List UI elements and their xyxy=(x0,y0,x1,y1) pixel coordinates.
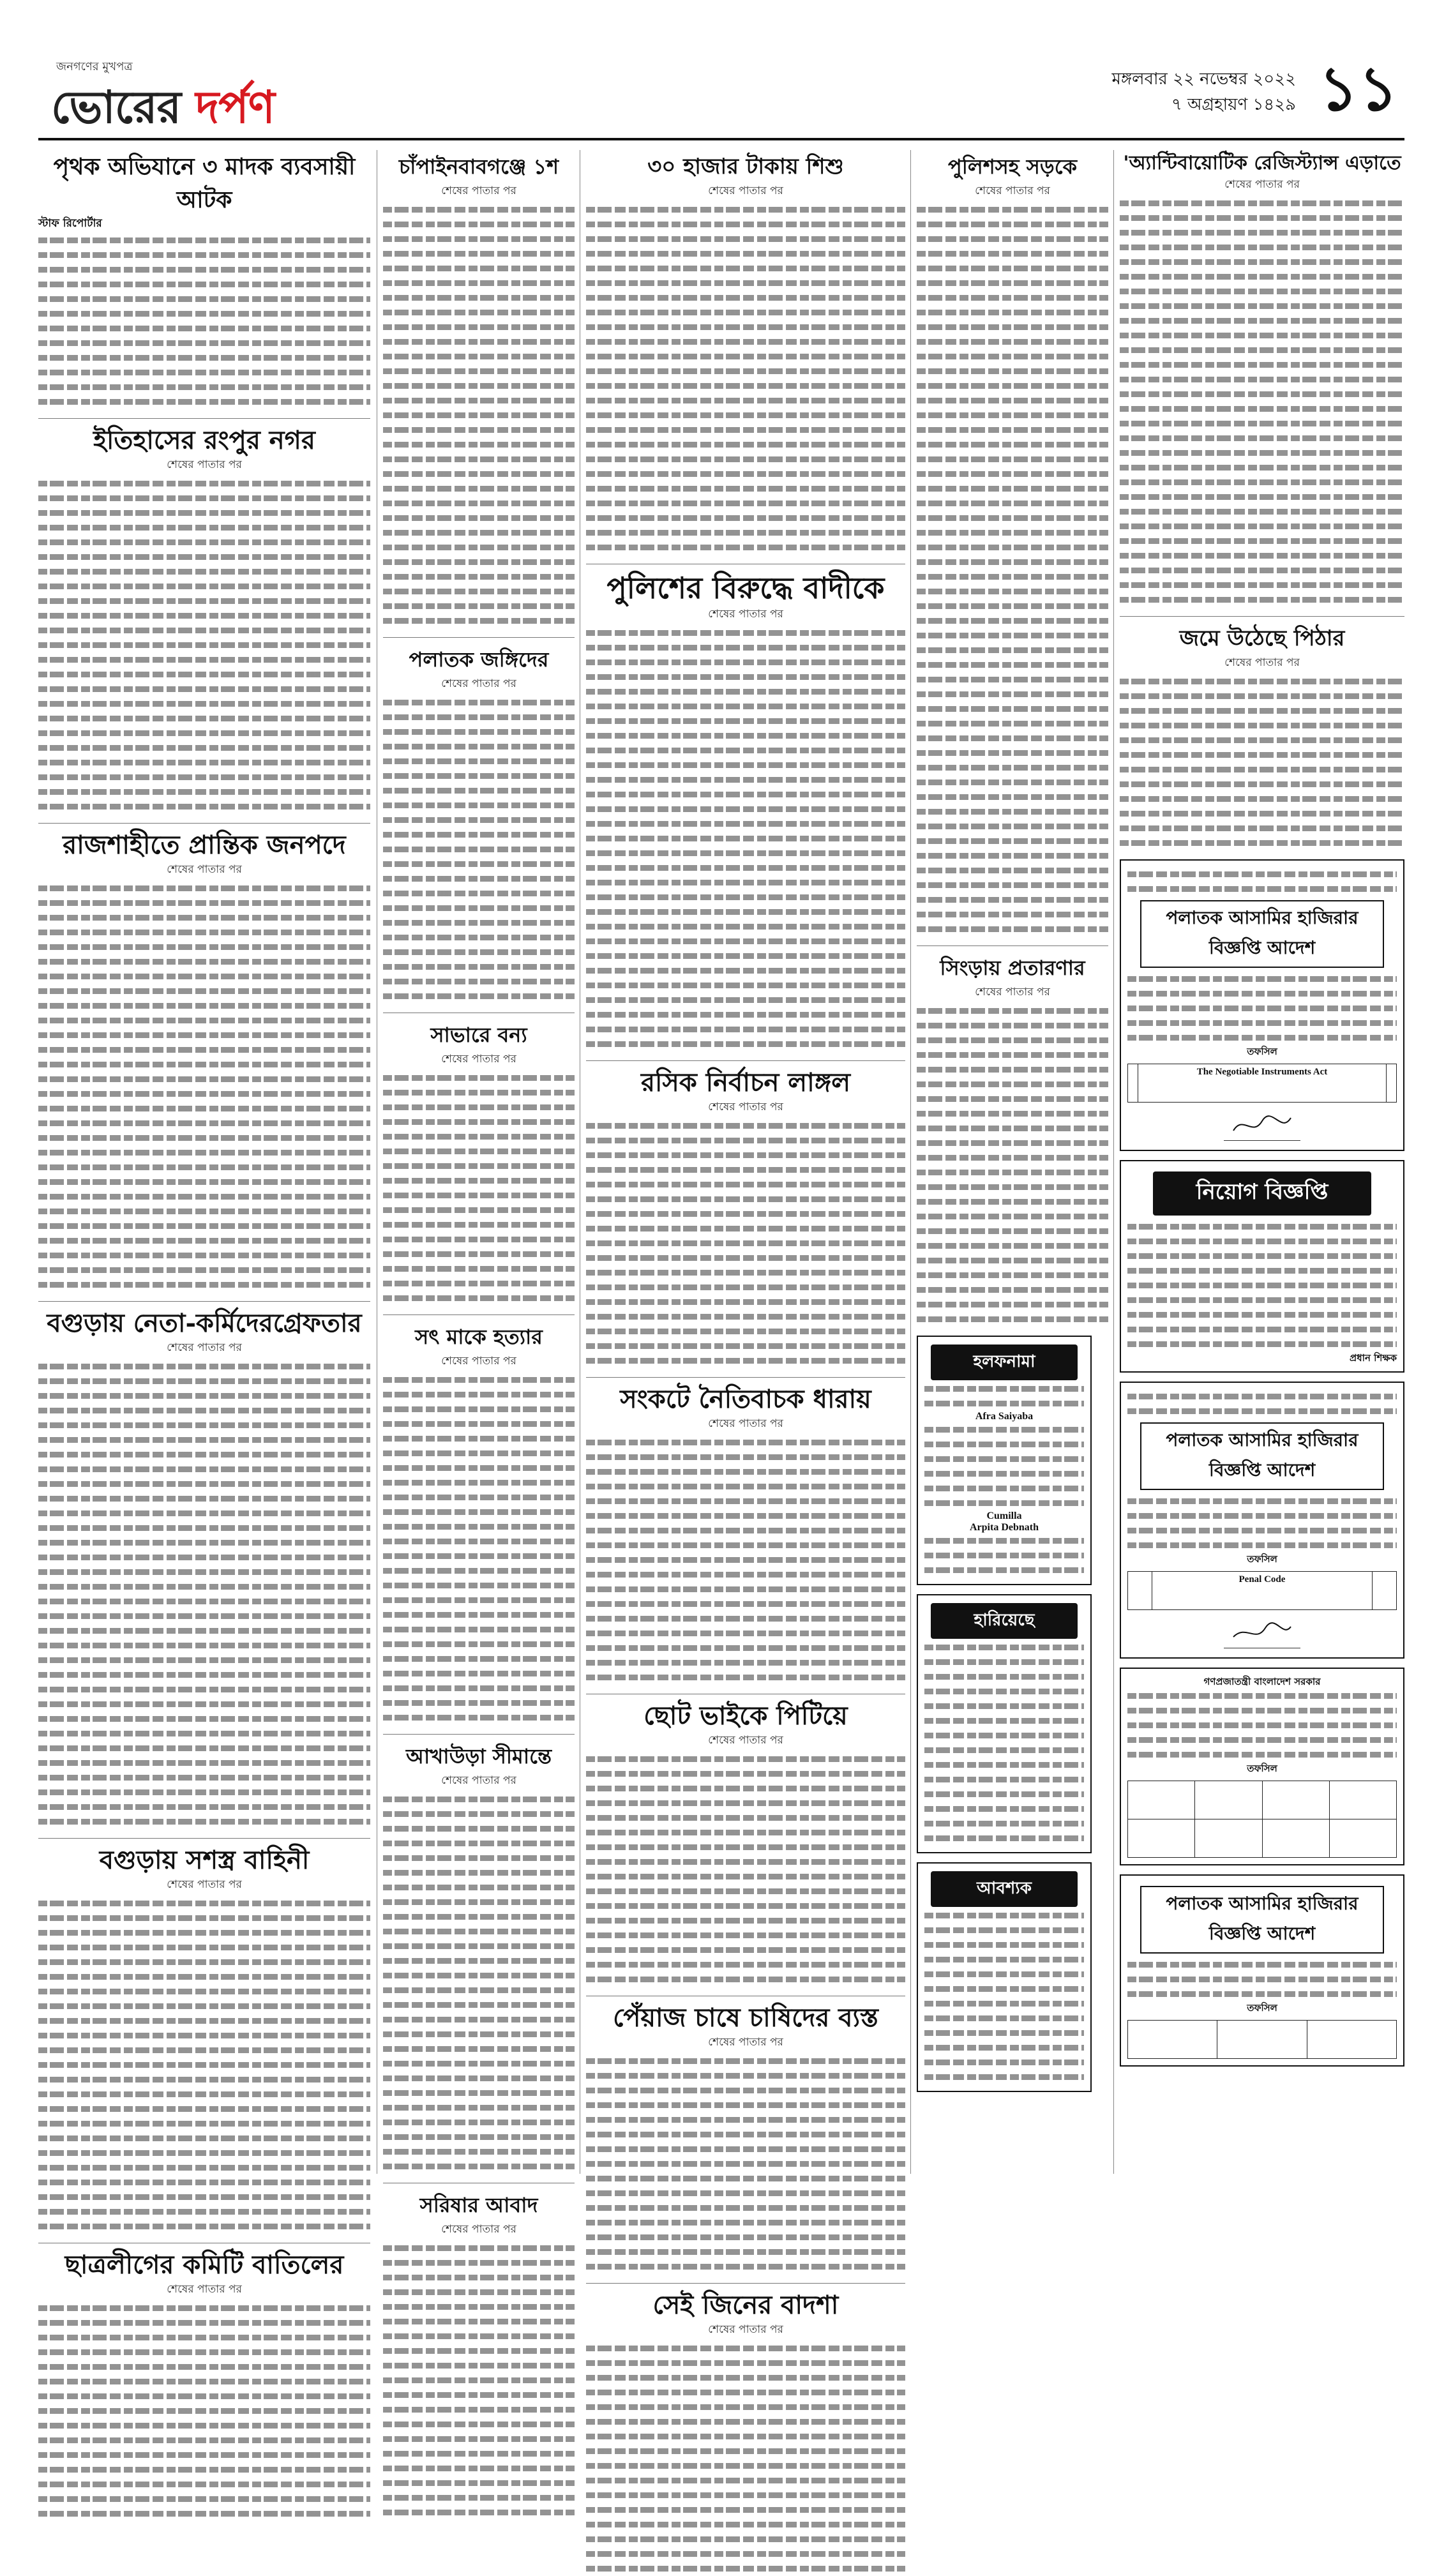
headline: রসিক নির্বাচন লাঙ্গল xyxy=(640,1067,851,1097)
article-body xyxy=(586,1435,905,1685)
notice-government: গণপ্রজাতন্ত্রী বাংলাদেশ সরকার xyxy=(1203,1676,1321,1687)
article-body xyxy=(383,695,575,1004)
headline: ছাত্রলীগের কমিটি বাতিলের xyxy=(64,2250,344,2280)
article xyxy=(383,150,575,628)
article-body xyxy=(38,476,370,814)
continuation-label: শেষের পাতার পর xyxy=(708,2036,783,2049)
continuation-label: শেষের পাতার পর xyxy=(708,1734,783,1747)
article-body xyxy=(38,2301,370,2521)
notice-header xyxy=(1127,867,1397,896)
brand-logo xyxy=(51,57,358,133)
signature-mark xyxy=(1230,1111,1294,1140)
notice-title: পলাতক আসামির হাজিরার বিজ্ঞপ্তি আদেশ xyxy=(1140,900,1384,968)
headline: সরিষার আবাদ xyxy=(419,2193,538,2217)
article-body xyxy=(383,1071,575,1306)
headline: বগুড়ায় নেতা-কর্মিদেরগ্রেফতার xyxy=(47,1308,362,1338)
article-body xyxy=(1120,674,1404,850)
continuation-label: শেষের পাতার পর xyxy=(441,1774,516,1787)
continuation-label: শেষের পাতার পর xyxy=(441,1355,516,1367)
article-body xyxy=(383,2241,575,2520)
schedule-table xyxy=(1127,2020,1397,2059)
continuation-label: শেষের পাতার পর xyxy=(167,458,242,471)
article-body xyxy=(586,626,905,1051)
headline: আখাউড়া সীমান্তে xyxy=(405,1744,552,1768)
notice-body xyxy=(1127,1494,1397,1553)
article-body xyxy=(38,1896,370,2234)
headline: পুলিশসহ সড়কে xyxy=(948,154,1077,179)
column-5 xyxy=(1120,150,1404,2174)
divider xyxy=(38,418,370,419)
headline: ইতিহাসের রংপুর নগর xyxy=(93,425,315,455)
article xyxy=(38,2248,370,2521)
byline: স্টাফ রিপোর্টার xyxy=(38,217,102,230)
column-separator xyxy=(1113,150,1114,2174)
continuation-label: শেষের পাতার পর xyxy=(1224,178,1300,191)
wanted-notice xyxy=(917,1862,1092,2092)
article-body xyxy=(917,202,1108,937)
date-gregorian: মঙ্গলবার ২২ নভেম্বর ২০২২ xyxy=(1111,70,1296,89)
continuation-label: শেষের পাতার পর xyxy=(167,1341,242,1354)
headline: পেঁয়াজ চাষে চাষিদের ব্যস্ত xyxy=(613,2003,878,2033)
notice-body xyxy=(924,1640,1084,1846)
affidavit-notice xyxy=(917,1336,1092,1585)
column-4 xyxy=(917,150,1108,2174)
notice-heading: নিয়োগ বিজ্ঞপ্তি xyxy=(1153,1171,1371,1216)
headline: রাজশাহীতে প্রান্তিক জনপদে xyxy=(63,830,346,860)
article xyxy=(383,643,575,1004)
continuation-label: শেষের পাতার পর xyxy=(708,1417,783,1430)
divider xyxy=(383,1314,575,1315)
article xyxy=(586,1383,905,1685)
article-body xyxy=(586,1752,905,1987)
lost-notice xyxy=(917,1594,1092,1853)
headline: সাভারে বন্য xyxy=(430,1023,527,1047)
article-body xyxy=(383,1792,575,2174)
court-notice xyxy=(1120,1382,1404,1659)
headline: জমে উঠেছে পিঠার xyxy=(1179,626,1345,651)
article xyxy=(917,150,1108,937)
notice-title: পলাতক আসামির হাজিরার বিজ্ঞপ্তি আদেশ xyxy=(1140,1422,1384,1490)
article-body xyxy=(383,202,575,628)
divider xyxy=(383,1734,575,1735)
divider xyxy=(38,1301,370,1302)
recruitment-notice xyxy=(1120,1160,1404,1373)
notice-signatory: প্রধান শিক্ষক xyxy=(1350,1352,1397,1364)
article-body xyxy=(586,2054,905,2274)
article-body xyxy=(917,1004,1108,1327)
headline: সেই জিনের বাদশা xyxy=(652,2290,839,2320)
column-separator xyxy=(910,150,911,2174)
article xyxy=(383,1320,575,1725)
article xyxy=(38,150,370,409)
issue-date xyxy=(1111,66,1296,117)
schedule-table xyxy=(1127,1064,1397,1103)
headline: বগুড়ায় সশস্ত্র বাহিনী xyxy=(99,1845,310,1875)
signature-mark xyxy=(1230,1619,1294,1647)
article-body xyxy=(586,1119,905,1368)
divider xyxy=(586,1377,905,1378)
continuation-label: শেষের পাতার পর xyxy=(708,185,783,197)
continuation-label: শেষের পাতার পর xyxy=(1224,656,1300,669)
article-body xyxy=(38,1359,370,1829)
notice-body xyxy=(1127,1957,1397,2001)
headline: পলাতক জঙ্গিদের xyxy=(409,647,549,672)
notice-body xyxy=(1127,972,1397,1045)
continuation-label: শেষের পাতার পর xyxy=(167,1878,242,1891)
continuation-label: শেষের পাতার পর xyxy=(441,1053,516,1066)
article-body xyxy=(586,202,905,555)
notice-body xyxy=(924,1533,1084,1578)
court-notice xyxy=(1120,1668,1404,1865)
continuation-label: শেষের পাতার পর xyxy=(708,608,783,621)
signature xyxy=(1224,1109,1300,1141)
schedule-label: তফসিল xyxy=(1247,1763,1277,1774)
schedule-label: তফসিল xyxy=(1247,1553,1277,1565)
headline: সৎ মাকে হত্যার xyxy=(415,1325,543,1349)
article xyxy=(586,2001,905,2274)
article-body xyxy=(38,233,370,409)
article xyxy=(1120,622,1404,850)
article xyxy=(383,2188,575,2520)
brand-name-part1: ভোরের xyxy=(51,80,181,133)
article xyxy=(38,1307,370,1829)
headline: পুলিশের বিরুদ্ধে বাদীকে xyxy=(606,571,885,605)
notice-name: Afra Saiyaba xyxy=(975,1411,1034,1422)
notice-heading: হলফনামা xyxy=(931,1344,1078,1380)
brand-tagline: জনগণের মুখপত্র xyxy=(56,60,133,73)
schedule-table xyxy=(1127,1781,1397,1858)
law-reference: The Negotiable Instruments Act xyxy=(1138,1064,1386,1103)
schedule-table xyxy=(1127,1571,1397,1610)
notice-body xyxy=(1127,1689,1397,1762)
article-body xyxy=(38,881,370,1292)
headline: ছোট ভাইকে পিটিয়ে xyxy=(644,1701,848,1731)
continuation-label: শেষের পাতার পর xyxy=(975,185,1050,197)
continuation-label: শেষের পাতার পর xyxy=(441,677,516,690)
date-bengali: ৭ অগ্রহায়ণ ১৪২৯ xyxy=(1171,95,1296,114)
divider xyxy=(586,1060,905,1061)
article xyxy=(586,1066,905,1368)
notice-body xyxy=(924,1382,1084,1411)
continuation-label: শেষের পাতার পর xyxy=(708,2323,783,2336)
article xyxy=(38,424,370,814)
notice-place: Cumilla xyxy=(986,1510,1022,1521)
page-number: ১১ xyxy=(1318,53,1398,124)
notice-header xyxy=(1127,1389,1397,1419)
article xyxy=(383,1740,575,2174)
column-2 xyxy=(383,150,575,2236)
notice-heading: হারিয়েছে xyxy=(931,1603,1078,1639)
headline: সংকটে নৈতিবাচক ধারায় xyxy=(620,1384,871,1414)
column-1 xyxy=(38,150,370,2296)
divider xyxy=(38,823,370,824)
continuation-label: শেষের পাতার পর xyxy=(441,2223,516,2236)
continuation-label: শেষের পাতার পর xyxy=(441,185,516,197)
notice-body xyxy=(924,1908,1084,2084)
schedule-label: তফসিল xyxy=(1247,2002,1277,2014)
divider xyxy=(917,945,1108,946)
article xyxy=(38,829,370,1292)
brand-name xyxy=(51,73,275,147)
divider xyxy=(586,2283,905,2284)
brand-name-part2: দর্পণ xyxy=(181,80,275,133)
court-notice xyxy=(1120,1874,1404,2067)
notice-title: পলাতক আসামির হাজিরার বিজ্ঞপ্তি আদেশ xyxy=(1140,1886,1384,1954)
article xyxy=(586,150,905,555)
notice-body xyxy=(924,1422,1084,1510)
article xyxy=(586,569,905,1051)
continuation-label: শেষের পাতার পর xyxy=(708,1101,783,1113)
headline: 'অ্যান্টিবায়োটিক রেজিস্ট্যান্স এড়াতে xyxy=(1123,152,1401,174)
headline: ৩০ হাজার টাকায় শিশু xyxy=(647,154,844,179)
continuation-label: শেষের পাতার পর xyxy=(975,986,1050,998)
law-reference: Penal Code xyxy=(1152,1572,1372,1610)
article xyxy=(1120,150,1404,607)
headline: পৃথক অভিযানে ৩ মাদক ব্যবসায়ী আটক xyxy=(53,153,356,213)
divider xyxy=(1120,616,1404,617)
continuation-label: শেষের পাতার পর xyxy=(167,863,242,876)
notice-body xyxy=(1127,1219,1397,1352)
headline: সিংড়ায় প্রতারণার xyxy=(940,956,1085,980)
court-notice xyxy=(1120,859,1404,1151)
schedule-label: তফসিল xyxy=(1247,1046,1277,1057)
continuation-label: শেষের পাতার পর xyxy=(167,2283,242,2296)
notice-heading: আবশ্যক xyxy=(931,1871,1078,1907)
article xyxy=(586,1699,905,1987)
article-body xyxy=(586,2341,905,2576)
column-3 xyxy=(586,150,905,2336)
notice-name-2: Arpita Debnath xyxy=(969,1522,1039,1533)
article-body xyxy=(383,1373,575,1725)
article xyxy=(383,1018,575,1306)
article xyxy=(586,2289,905,2576)
article-body xyxy=(1120,196,1404,607)
signature xyxy=(1224,1616,1300,1648)
article xyxy=(38,1844,370,2234)
masthead xyxy=(38,45,1404,140)
newspaper-page xyxy=(38,45,1404,2336)
divider xyxy=(383,637,575,638)
headline: চাঁপাইনবাবগঞ্জে ১শ xyxy=(398,154,559,179)
divider xyxy=(38,1838,370,1839)
article xyxy=(917,951,1108,1327)
